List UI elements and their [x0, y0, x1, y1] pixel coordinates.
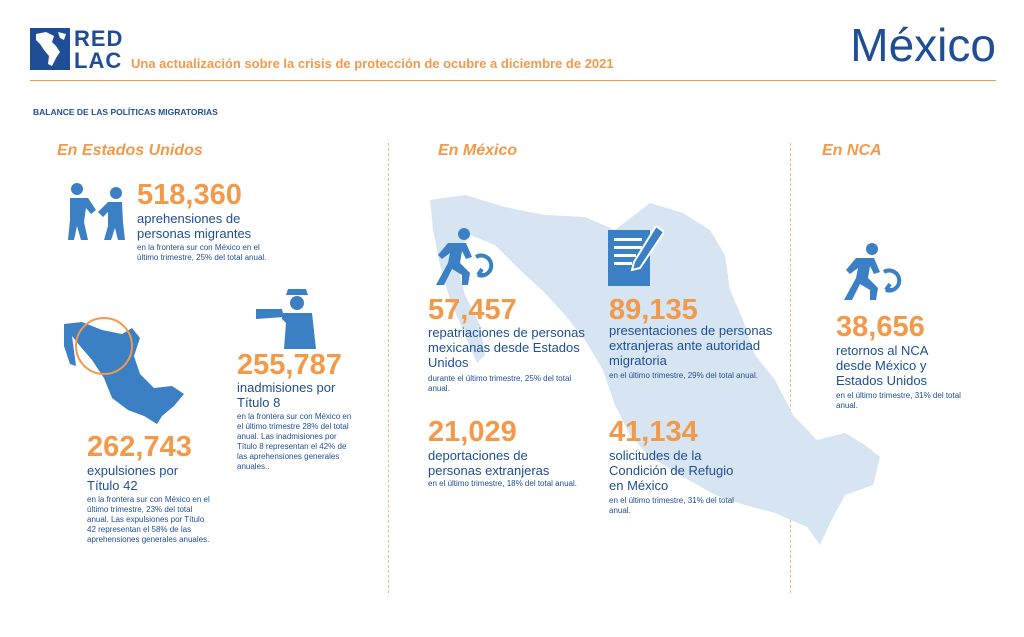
stat-value-repatriaciones: 57,457 [428, 294, 517, 326]
stat-note-retornos: en el último trimestre, 31% del total anual. [836, 391, 961, 410]
stat-note-expulsiones: en la frontera sur con México en el último trimestre, 23% del total anual. Las expulsiones por Título 42 representan el 58% de las aprehensiones generales anuales. [87, 495, 210, 544]
page-subtitle: Una actualización sobre la crisis de protección de ocubre a diciembre de 2021 [131, 56, 614, 71]
stat-value-expulsiones: 262,743 [87, 431, 192, 463]
section-title: BALANCE DE LAS POLÍTICAS MIGRATORIAS [33, 107, 218, 117]
stat-label-presentaciones: presentaciones de personas extranjeras ante autoridad migratoria [609, 323, 773, 368]
person-return-icon [836, 242, 904, 302]
stat-value-solicitudes: 41,134 [609, 416, 698, 448]
person-return-icon [428, 227, 496, 287]
header-divider [30, 80, 996, 81]
logo-line-lac: LAC [74, 48, 123, 73]
mexico-map-icon [62, 316, 187, 426]
redlac-logo-icon [30, 28, 70, 70]
stat-note-presentaciones: en el último trimestre, 29% del total anual. [609, 371, 758, 380]
arrest-icon [68, 182, 126, 242]
stat-note-inadmisiones: en la frontera sur con México en el último trimestre 28% del total anual. Las inadmisiones por Título 8 representan el 42% de las aprehensiones generales anuales.. [237, 412, 352, 471]
stat-label-repatriaciones: repatriaciones de personas mexicanas desde Estados Unidos [428, 325, 585, 370]
stat-label-retornos: retornos al NCA desde México y Estados Unidos [836, 343, 928, 388]
stat-label-expulsiones: expulsiones por Título 42 [87, 463, 179, 493]
region-heading-us: En Estados Unidos [57, 142, 203, 159]
stat-note-repatriaciones: durante el último trimestre, 25% del total anual. [428, 374, 572, 393]
stat-note-aprehensiones: en la frontera sur con México en el último trimestre, 25% del total anual. [137, 243, 267, 262]
stat-value-aprehensiones: 518,360 [137, 179, 242, 211]
stat-value-inadmisiones: 255,787 [237, 349, 342, 381]
stat-value-retornos: 38,656 [836, 311, 925, 343]
stat-label-deportaciones: deportaciones de personas extranjeras [428, 448, 550, 478]
region-heading-mx: En México [438, 142, 518, 159]
column-divider [388, 143, 389, 593]
stat-label-aprehensiones: aprehensiones de personas migrantes [137, 211, 252, 241]
stat-value-presentaciones: 89,135 [609, 294, 698, 326]
officer-icon [256, 287, 318, 349]
region-heading-nca: En NCA [822, 142, 882, 159]
stat-note-deportaciones: en el último trimestre, 18% del total anual. [428, 479, 577, 488]
page-title-country: México [850, 19, 996, 71]
logo-line-red: RED [74, 26, 124, 51]
stat-value-deportaciones: 21,029 [428, 416, 517, 448]
stat-note-solicitudes: en el último trimestre, 31% del total anual. [609, 496, 734, 515]
document-pen-icon [608, 226, 664, 288]
stat-label-inadmisiones: inadmisiones por Título 8 [237, 380, 336, 410]
stat-label-solicitudes: solicitudes de la Condición de Refugio en México [609, 448, 734, 493]
